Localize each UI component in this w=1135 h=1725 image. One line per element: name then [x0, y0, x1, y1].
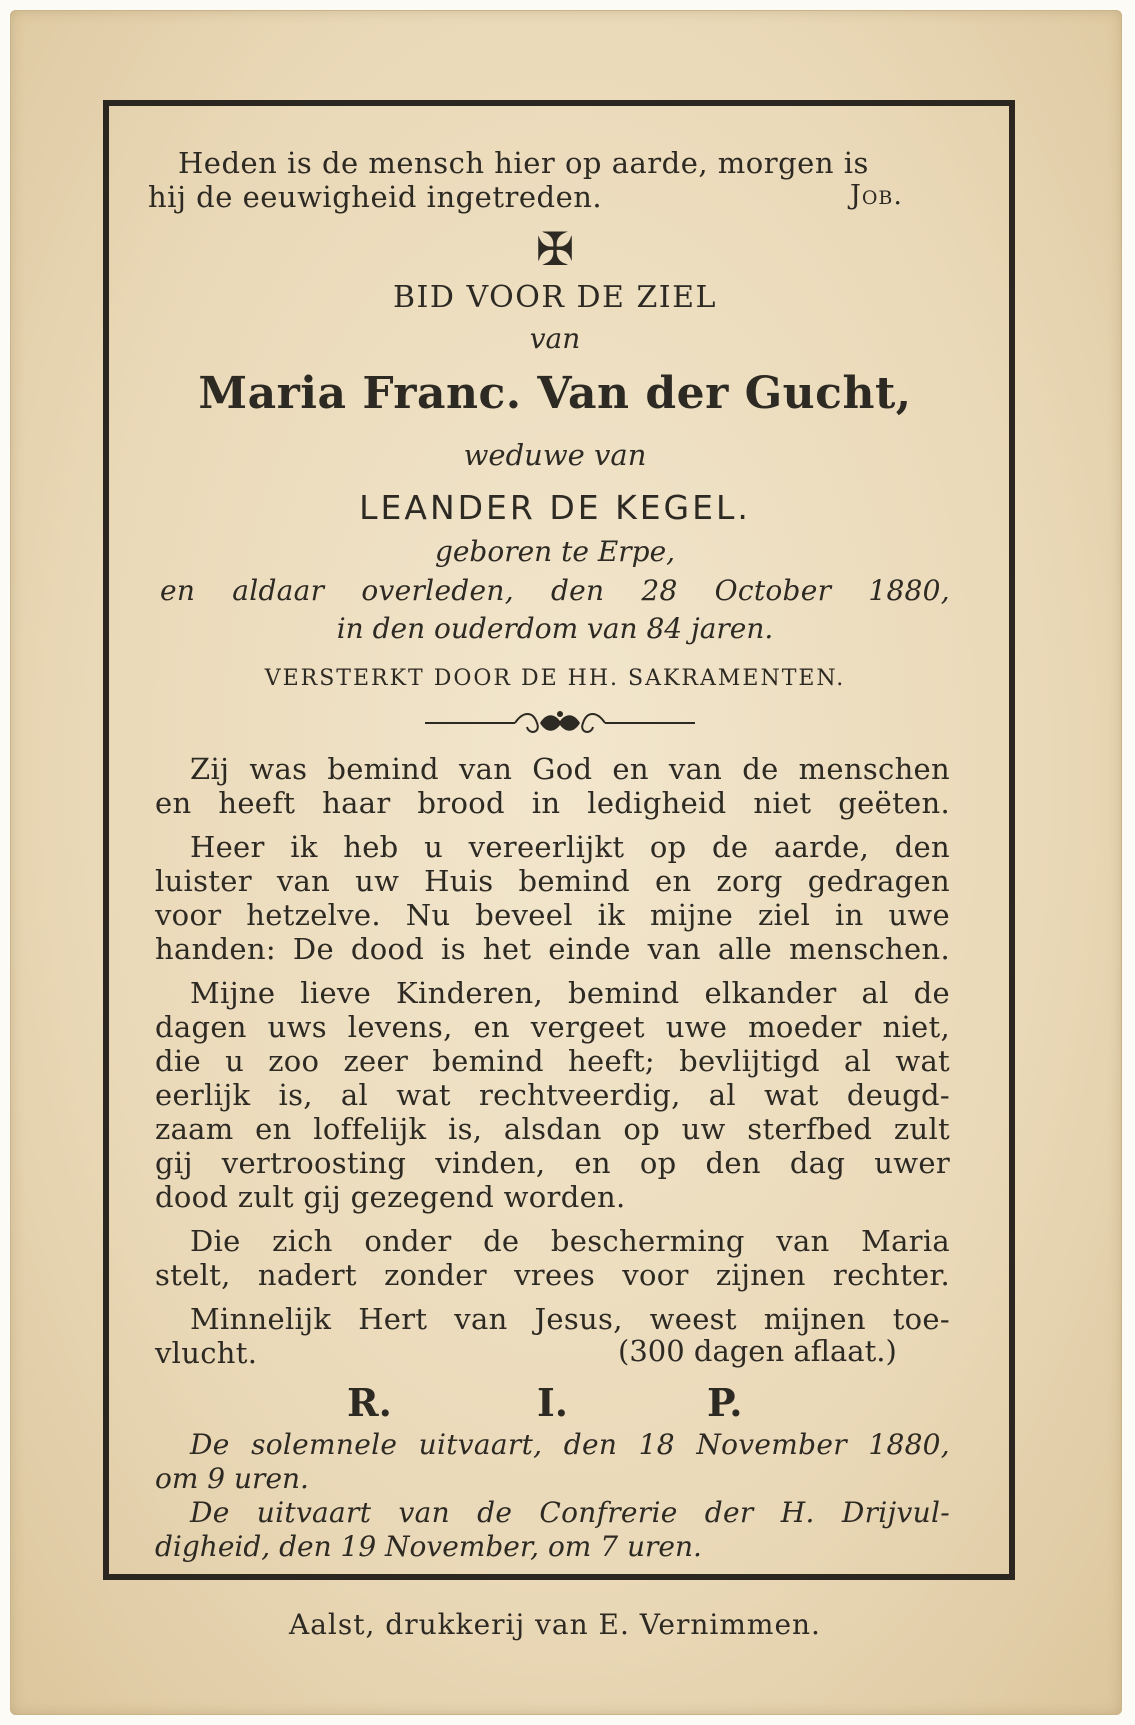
indulgence-note: (300 dagen aflaat.)	[618, 1334, 897, 1368]
ornamental-divider	[420, 708, 700, 738]
body-p3-line-5: zaam en loffelijk is, alsdan op uw sterfbed zult	[155, 1112, 950, 1146]
death-date-text: en aldaar overleden, den 28 October 1880,	[160, 574, 950, 607]
rip-letters	[0, 1380, 1135, 1430]
husband-name: LEANDER DE KEGEL.	[359, 488, 751, 527]
rip-letter-p: P.	[707, 1380, 743, 1425]
body-p1-line-1: Zij was bemind van God en van de menschen	[190, 752, 950, 786]
epigraph-line-2: hij de eeuwigheid ingetreden.	[148, 180, 603, 214]
body-p3-line-2: dagen uws levens, en vergeet uwe moeder niet,	[155, 1010, 950, 1044]
body-p4-line-1: Die zich onder de bescherming van Maria	[190, 1224, 950, 1258]
rip-letter-r: R.	[347, 1380, 392, 1425]
sacraments-text: VERSTERKT DOOR DE HH. SAKRAMENTEN.	[264, 666, 846, 691]
epigraph-source: Job.	[850, 180, 903, 211]
birthplace-text: geboren te Erpe,	[434, 535, 676, 568]
body-p3-line-3: die u zoo zeer bemind heeft; bevlijtigd al wat	[155, 1044, 950, 1078]
epigraph-line-1: Heden is de mensch hier op aarde, morgen is	[178, 146, 869, 180]
body-p2-line-1: Heer ik heb u vereerlijkt op de aarde, den	[190, 830, 950, 864]
body-p3-line-1: Mijne lieve Kinderen, bemind elkander al de	[190, 976, 950, 1010]
maltese-cross-icon: ✠	[535, 222, 575, 276]
body-p3-line-4: eerlijk is, al wat rechtveerdig, al wat deugd-	[155, 1078, 950, 1112]
body-p5-line-1: Minnelijk Hert van Jesus, weest mijnen toe-	[190, 1302, 950, 1336]
age-text: in den ouderdom van 84 jaren.	[336, 612, 774, 645]
body-p2-line-2: luister van uw Huis bemind en zorg gedragen	[155, 864, 950, 898]
body-p3-line-7: dood zult gij gezegend worden.	[155, 1180, 626, 1214]
funeral-line-4: digheid, den 19 November, om 7 uren.	[155, 1530, 702, 1563]
funeral-line-1: De solemnele uitvaart, den 18 November 1880,	[190, 1428, 950, 1461]
funeral-line-3: De uitvaart van de Confrerie der H. Drijvul-	[190, 1496, 950, 1529]
deceased-name: Maria Franc. Van der Gucht,	[198, 368, 912, 419]
widow-of-text: weduwe van	[463, 438, 647, 472]
prayer-heading: BID VOOR DE ZIEL	[393, 280, 717, 315]
body-p4-line-2: stelt, nadert zonder vrees voor zijnen rechter.	[155, 1258, 950, 1292]
funeral-line-2: om 9 uren.	[155, 1462, 309, 1495]
body-p3-line-6: gij vertroosting vinden, en op den dag uwer	[155, 1146, 950, 1180]
body-p1-line-2: en heeft haar brood in ledigheid niet geëten.	[155, 786, 950, 820]
printer-imprint: Aalst, drukkerij van E. Vernimmen.	[289, 1608, 821, 1641]
body-p5-line-2: vlucht.	[155, 1336, 258, 1370]
rip-letter-i: I.	[537, 1380, 569, 1425]
body-p2-line-3: voor hetzelve. Nu beveel ik mijne ziel in uwe	[155, 898, 950, 932]
heading-van: van	[529, 322, 581, 355]
body-p2-line-4: handen: De dood is het einde van alle menschen.	[155, 932, 950, 966]
